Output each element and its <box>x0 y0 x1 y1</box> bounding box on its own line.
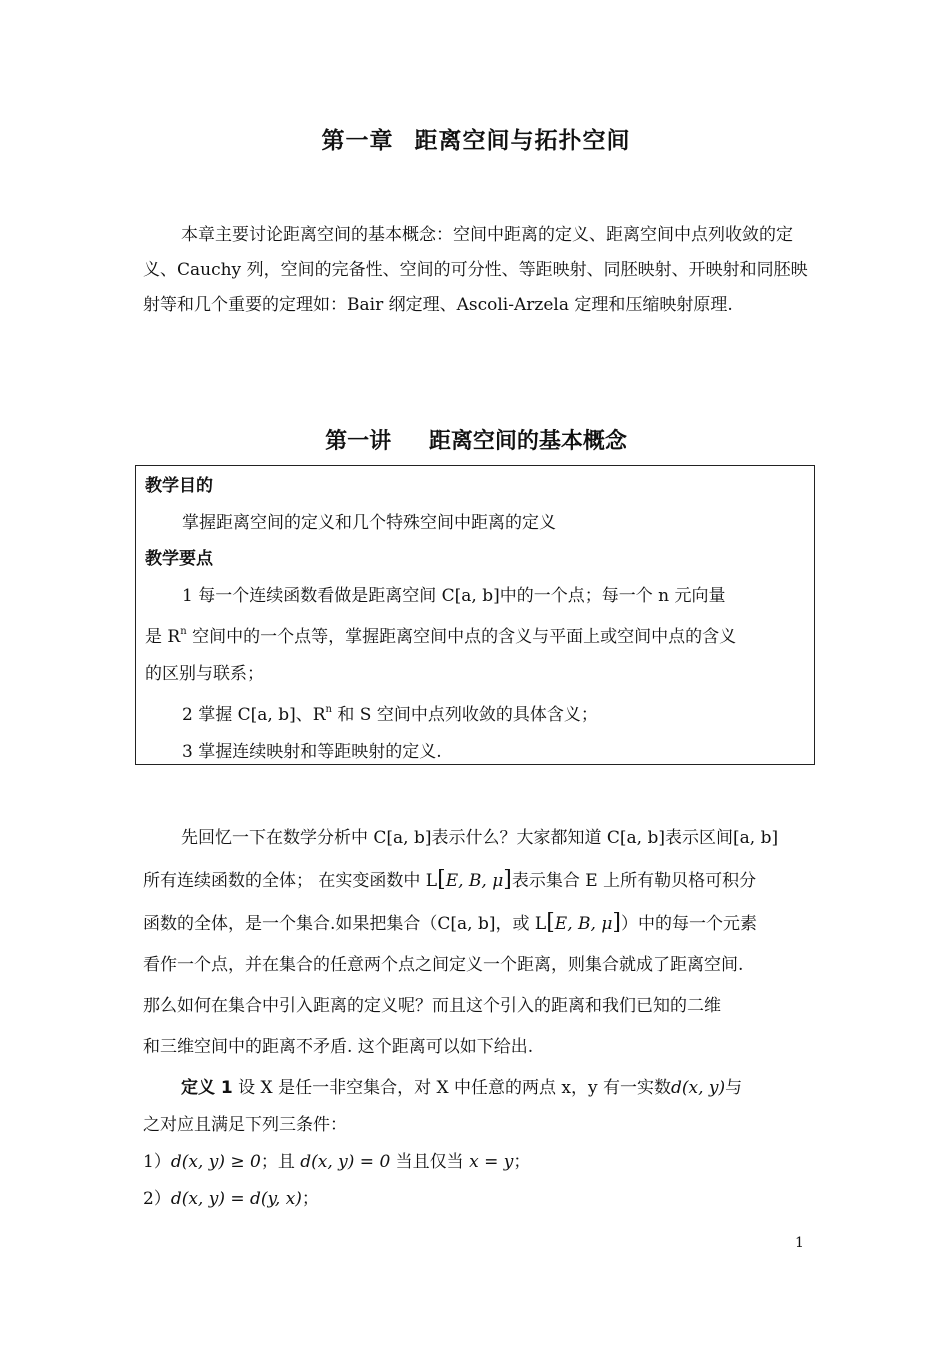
condition-1-math-b: d(x, y) = 0 <box>300 1152 391 1172</box>
point-3: 3 掌握连续映射和等距映射的定义. <box>182 741 442 762</box>
definition-text-post: 与 <box>725 1078 743 1098</box>
bracket-open-2: [ <box>546 910 555 935</box>
definition-label: 定义 1 <box>181 1078 233 1098</box>
body-line-2-pre: 所有连续函数的全体； 在实变函数中 L <box>143 871 438 891</box>
goal-heading: 教学目的 <box>145 476 213 496</box>
point-1-b-post: 空间中的一个点等，掌握距离空间中点的含义与平面上或空间中点的含义 <box>186 627 737 647</box>
condition-1-math-a: d(x, y) ≥ 0 <box>170 1152 261 1172</box>
distance-math: d(x, y) <box>670 1078 726 1098</box>
body-line-2-post: 表示集合 E 上所有勒贝格可积分 <box>511 871 757 891</box>
measure-space-math-2: E, B, μ <box>554 914 613 934</box>
intro-paragraph: 本章主要讨论距离空间的基本概念：空间中距离的定义、距离空间中点列收敛的定义、Cauchy 列，空间的完备性、空间的可分性、等距映射、同胚映射、开映射和同胚映射等和几个重要的定理如：Bair 纲定理、Ascoli-Arzela 定理和压缩映射原理. <box>143 225 808 315</box>
point-2-post: 和 S 空间中点列收敛的具体含义； <box>331 705 598 725</box>
point-2-sup: n <box>325 704 332 715</box>
body-line-1: 先回忆一下在数学分析中 C[a, b]表示什么？大家都知道 C[a, b]表示区间[a, b] <box>181 828 779 848</box>
body-line-3-post: ）中的每一个元素 <box>620 914 757 934</box>
body-line-4: 看作一个点，并在集合的任意两个点之间定义一个距离，则集合就成了距离空间. <box>143 955 744 975</box>
body-line-2 <box>143 859 815 902</box>
point-1-b-sup: n <box>180 626 187 637</box>
condition-1-mid: ；且 <box>260 1152 301 1172</box>
bracket-close-2: ] <box>612 910 621 935</box>
chapter-title: 第一章 距离空间与拓扑空间 <box>321 128 631 154</box>
measure-space-math: E, B, μ <box>445 871 504 891</box>
definition-block <box>143 1070 815 1218</box>
condition-2-math: d(x, y) = d(y, x) <box>170 1189 302 1209</box>
condition-1 <box>143 1144 815 1181</box>
point-2 <box>145 692 806 734</box>
point-1-line-c: 的区别与联系； <box>145 663 264 684</box>
definition-line-1 <box>143 1070 815 1107</box>
lecture-title: 第一讲 距离空间的基本概念 <box>325 429 627 454</box>
bracket-close: ] <box>503 867 512 892</box>
body-line-5: 那么如何在集合中引入距离的定义呢？而且这个引入的距离和我们已知的二维 <box>143 996 721 1016</box>
teaching-box <box>135 465 815 765</box>
points-heading: 教学要点 <box>145 549 213 569</box>
goal-text: 掌握距离空间的定义和几个特殊空间中距离的定义 <box>182 512 556 533</box>
point-1-b-pre: 是 R <box>145 627 181 647</box>
body-paragraph <box>143 818 815 1068</box>
condition-2 <box>143 1181 815 1218</box>
definition-text-pre: 设 X 是任一非空集合，对 X 中任意的两点 x，y 有一实数 <box>232 1078 671 1098</box>
body-line-6: 和三维空间中的距离不矛盾. 这个距离可以如下给出. <box>143 1037 534 1057</box>
definition-line-2: 之对应且满足下列三条件： <box>143 1115 347 1135</box>
bracket-open: [ <box>437 867 446 892</box>
point-1-line-a: 1 每一个连续函数看做是距离空间 C[a, b]中的一个点；每一个 n 元向量 <box>182 585 726 606</box>
body-line-3 <box>143 902 815 945</box>
condition-1-mid-2: 当且仅当 <box>390 1152 470 1172</box>
body-line-3-pre: 函数的全体，是一个集合.如果把集合（C[a, b]，或 L <box>143 914 547 934</box>
point-2-pre: 2 掌握 C[a, b]、R <box>182 705 326 725</box>
condition-1-number: 1） <box>143 1152 171 1172</box>
condition-1-end: ； <box>513 1152 531 1172</box>
page-number: 1 <box>795 1235 804 1251</box>
point-1-line-b <box>145 614 806 656</box>
condition-2-end: ； <box>301 1189 319 1209</box>
condition-2-number: 2） <box>143 1189 171 1209</box>
condition-1-math-c: x = y <box>469 1152 514 1172</box>
